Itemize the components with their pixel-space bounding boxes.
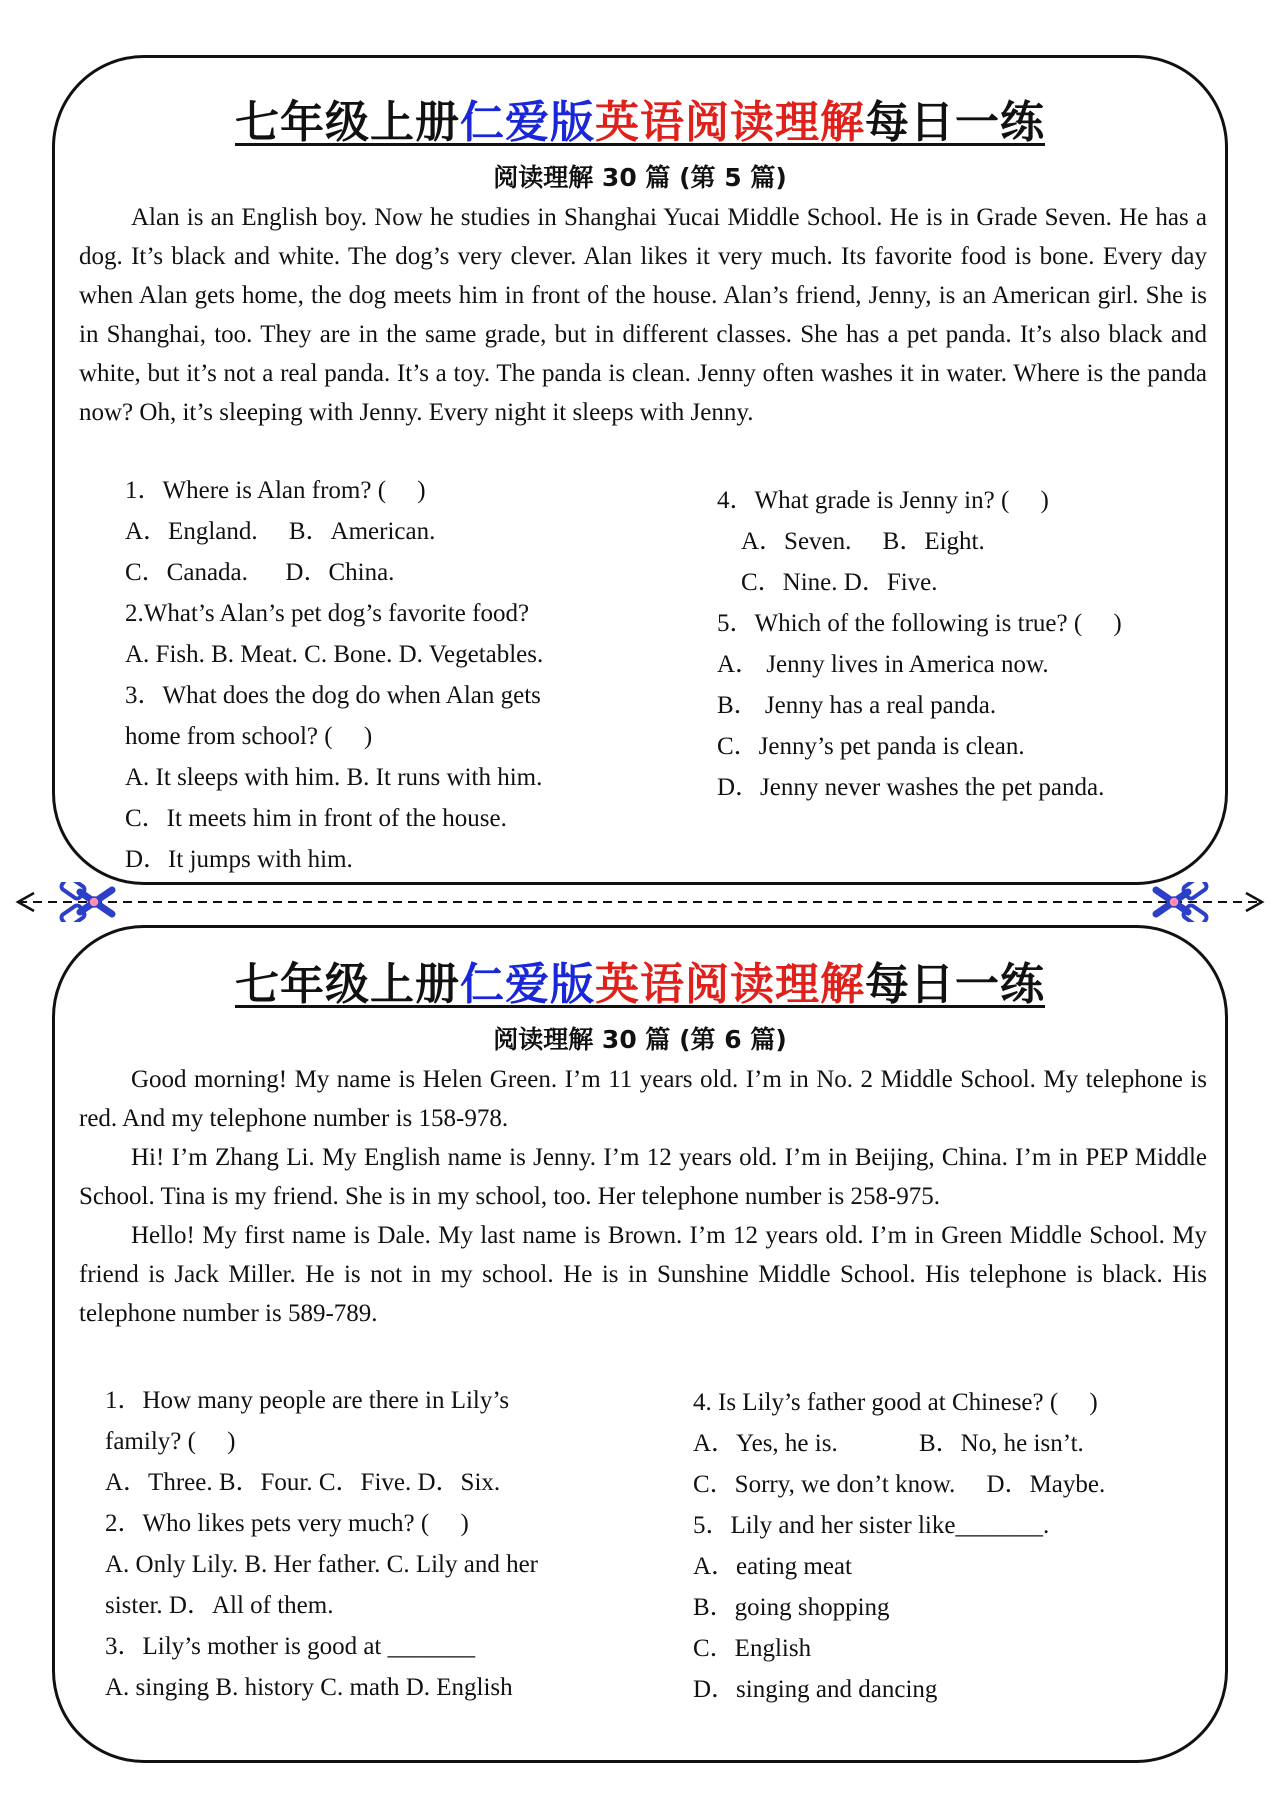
- title-part-edition: 仁爱版: [460, 959, 595, 1010]
- questions-right: [717, 480, 1217, 808]
- question-line: D．Jenny never washes the pet panda.: [717, 774, 1105, 801]
- question-line: A． Jenny lives in America now.: [717, 651, 1049, 678]
- reading-card-6: [52, 925, 1228, 1763]
- question-line: family? ( ): [105, 1428, 236, 1455]
- question-line: 4．What grade is Jenny in? ( ): [717, 487, 1049, 514]
- title-part-grade: 七年级上册: [235, 959, 460, 1010]
- question-line: 5．Lily and her sister like_______.: [693, 1512, 1050, 1539]
- passage-paragraph: Alan is an English boy. Now he studies in Shanghai Yucai Middle School. He is in Grade Seven. He has a dog. It’s black and white. The dog’s very clever. Alan likes it very much. Its favorite food is bone. Every day when Alan gets home, the dog meets him in front of the house. Alan’s friend, Jenny, is an American girl. She is in Shanghai, too. They are in the same grade, but in different classes. She has a pet panda. It’s also black and white, but it’s not a real panda. It’s a toy. The panda is clean. Jenny often washes it in water. Where is the panda now? Oh, it’s sleeping with Jenny. Every night it sleeps with Jenny.: [79, 204, 1207, 426]
- question-line: A. singing B. history C. math D. English: [105, 1674, 513, 1701]
- passage-paragraph: Hi! I’m Zhang Li. My English name is Jenny. I’m 12 years old. I’m in Beijing, China. I’m in PEP Middle School. Tina is my friend. She is in my school, too. Her telephone number is 258-975.: [79, 1144, 1207, 1210]
- question-line: C．It meets him in front of the house.: [125, 805, 507, 832]
- reading-card-5: [52, 55, 1228, 885]
- title-part-grade: 七年级上册: [235, 97, 460, 148]
- question-line: 2．Who likes pets very much? ( ): [105, 1510, 469, 1537]
- questions-left: [105, 1380, 685, 1708]
- question-line: C．Nine. D．Five.: [741, 569, 938, 596]
- question-line: sister. D．All of them.: [105, 1592, 334, 1619]
- page-title: [55, 86, 1225, 150]
- question-line: D．singing and dancing: [693, 1676, 938, 1703]
- question-line: C．Sorry, we don’t know. D．Maybe.: [693, 1471, 1106, 1498]
- question-line: A．Seven. B．Eight.: [741, 528, 985, 555]
- title-part-daily: 每日一练: [865, 97, 1045, 148]
- question-line: C．Jenny’s pet panda is clean.: [717, 733, 1025, 760]
- cut-line-divider: [0, 882, 1280, 922]
- question-line: A．England. B．American.: [125, 518, 436, 545]
- question-line: A．Three. B．Four. C．Five. D．Six.: [105, 1469, 501, 1496]
- section-subtitle: 阅读理解 30 篇 (第 6 篇): [493, 1025, 787, 1054]
- question-line: A．Yes, he is. B．No, he isn’t.: [693, 1430, 1084, 1457]
- question-line: 1．Where is Alan from? ( ): [125, 477, 426, 504]
- question-line: C．Canada. D．China.: [125, 559, 395, 586]
- title-part-subject: 英语阅读理解: [595, 959, 865, 1010]
- question-line: A. It sleeps with him. B. It runs with him.: [125, 764, 543, 791]
- question-line: A. Only Lily. B. Her father. C. Lily and her: [105, 1551, 539, 1578]
- question-line: 4. Is Lily’s father good at Chinese? ( ): [693, 1389, 1098, 1416]
- reading-passage: [79, 1060, 1207, 1333]
- title-part-edition: 仁爱版: [460, 97, 595, 148]
- question-line: A. Fish. B. Meat. C. Bone. D. Vegetables.: [125, 641, 544, 668]
- question-line: A．eating meat: [693, 1553, 852, 1580]
- questions-left: [125, 470, 695, 880]
- question-line: 3．What does the dog do when Alan gets: [125, 682, 541, 709]
- question-line: 1．How many people are there in Lily’s: [105, 1387, 510, 1414]
- questions-right: [693, 1382, 1213, 1710]
- question-line: home from school? ( ): [125, 723, 373, 750]
- question-line: C．English: [693, 1635, 812, 1662]
- reading-passage: [79, 198, 1207, 432]
- section-subtitle: 阅读理解 30 篇 (第 5 篇): [493, 163, 787, 192]
- passage-paragraph: Good morning! My name is Helen Green. I’m 11 years old. I’m in No. 2 Middle School. My telephone is red. And my telephone number is 158-978.: [79, 1066, 1207, 1132]
- question-line: D．It jumps with him.: [125, 846, 353, 873]
- passage-paragraph: Hello! My first name is Dale. My last name is Brown. I’m 12 years old. I’m in Green Middle School. My friend is Jack Miller. He is not in my school. He is in Sunshine Middle School. His telephone is black. His telephone number is 589-789.: [79, 1222, 1207, 1327]
- title-part-daily: 每日一练: [865, 959, 1045, 1010]
- question-line: 2.What’s Alan’s pet dog’s favorite food?: [125, 600, 530, 627]
- question-line: B．going shopping: [693, 1594, 890, 1621]
- question-line: 5．Which of the following is true? ( ): [717, 610, 1122, 637]
- title-part-subject: 英语阅读理解: [595, 97, 865, 148]
- question-line: B． Jenny has a real panda.: [717, 692, 997, 719]
- page-title: [55, 948, 1225, 1012]
- question-line: 3．Lily’s mother is good at _______: [105, 1633, 476, 1660]
